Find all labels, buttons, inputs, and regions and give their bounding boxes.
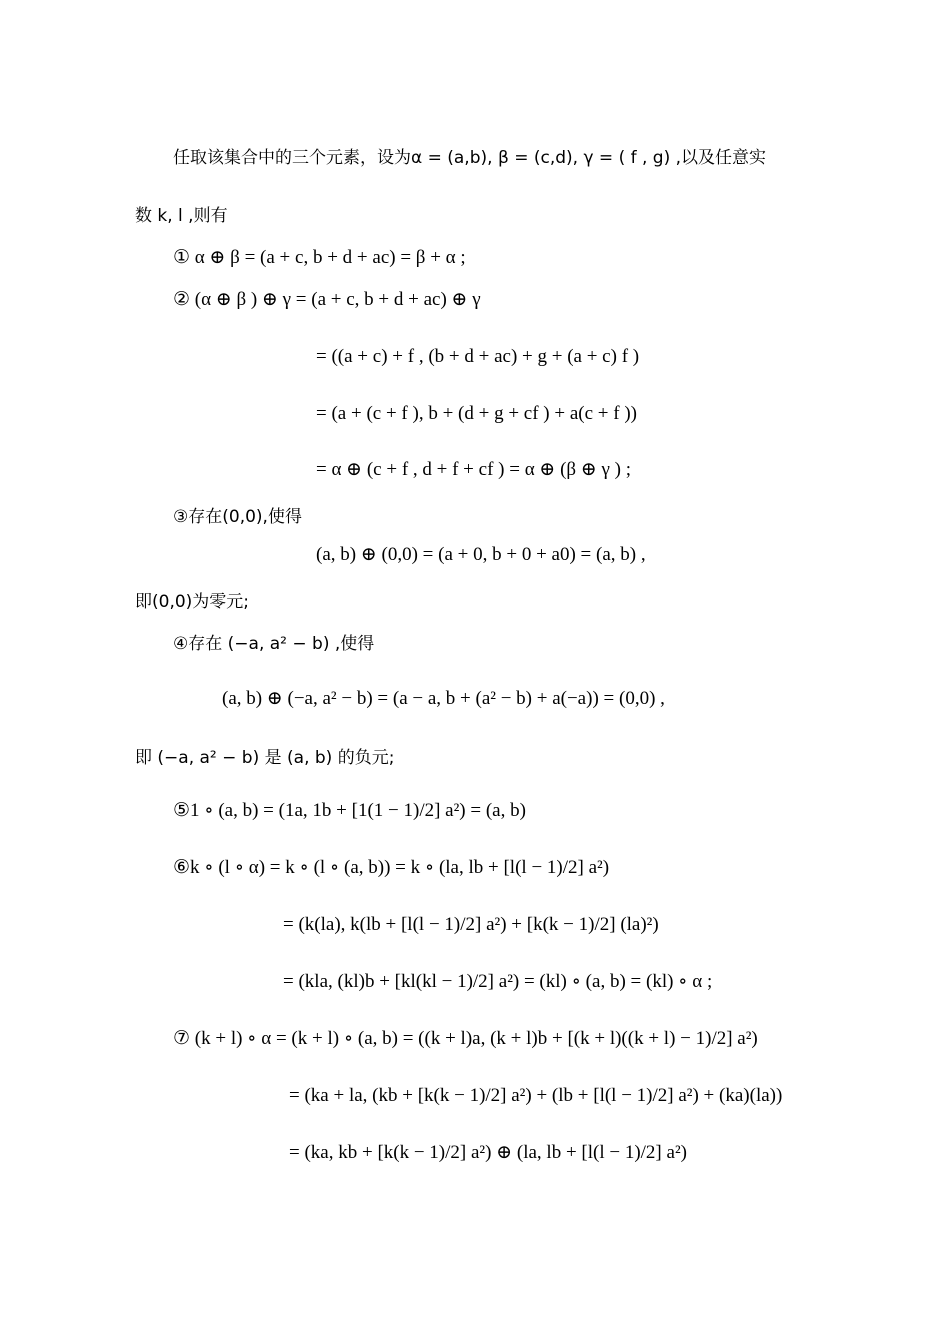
property-7: ⑦ (k + l) ∘ α = (k + l) ∘ (a, b) = ((k + l)a, (k + l)b + [(k + l)((k + l) − 1)/2] a²)	[173, 1028, 758, 1049]
property-2-step-1: = ((a + c) + f , (b + d + ac) + g + (a + c) f )	[316, 346, 640, 367]
intro-line-continued: 数 k, l ,则有	[135, 206, 228, 226]
property-2-step-2: = (a + (c + f ), b + (d + g + cf ) + a(c + f ))	[316, 403, 637, 424]
property-3: ③存在(0,0),使得	[173, 507, 302, 527]
negative-element-note: 即 (−a, a² − b) 是 (a, b) 的负元;	[135, 748, 395, 768]
property-6: ⑥k ∘ (l ∘ α) = k ∘ (l ∘ (a, b)) = k ∘ (la, lb + [l(l − 1)/2] a²)	[173, 857, 610, 878]
property-4: ④存在 (−a, a² − b) ,使得	[173, 634, 375, 654]
property-4-equation: (a, b) ⊕ (−a, a² − b) = (a − a, b + (a² − b) + a(−a)) = (0,0) ,	[222, 688, 665, 709]
property-3-equation: (a, b) ⊕ (0,0) = (a + 0, b + 0 + a0) = (a, b) ,	[316, 544, 646, 565]
property-6-step-1: = (k(la), k(lb + [l(l − 1)/2] a²) + [k(k − 1)/2] (la)²)	[283, 914, 659, 935]
property-5: ⑤1 ∘ (a, b) = (1a, 1b + [1(1 − 1)/2] a²) = (a, b)	[173, 800, 526, 821]
property-7-step-2: = (ka, kb + [k(k − 1)/2] a²) ⊕ (la, lb + [l(l − 1)/2] a²)	[289, 1142, 687, 1163]
property-2: ② (α ⊕ β ) ⊕ γ = (a + c, b + d + ac) ⊕ γ	[173, 289, 481, 310]
zero-element-note: 即(0,0)为零元;	[135, 592, 250, 612]
property-7-step-1: = (ka + la, (kb + [k(k − 1)/2] a²) + (lb + [l(l − 1)/2] a²) + (ka)(la))	[289, 1085, 783, 1106]
property-2-step-3: = α ⊕ (c + f , d + f + cf ) = α ⊕ (β ⊕ γ ) ;	[316, 459, 631, 480]
property-1: ① α ⊕ β = (a + c, b + d + ac) = β + α ;	[173, 247, 466, 268]
property-6-step-2: = (kla, (kl)b + [kl(kl − 1)/2] a²) = (kl) ∘ (a, b) = (kl) ∘ α ;	[283, 971, 713, 992]
intro-line: 任取该集合中的三个元素，设为α = (a,b), β = (c,d), γ = ( f , g) ,以及任意实	[173, 148, 767, 168]
